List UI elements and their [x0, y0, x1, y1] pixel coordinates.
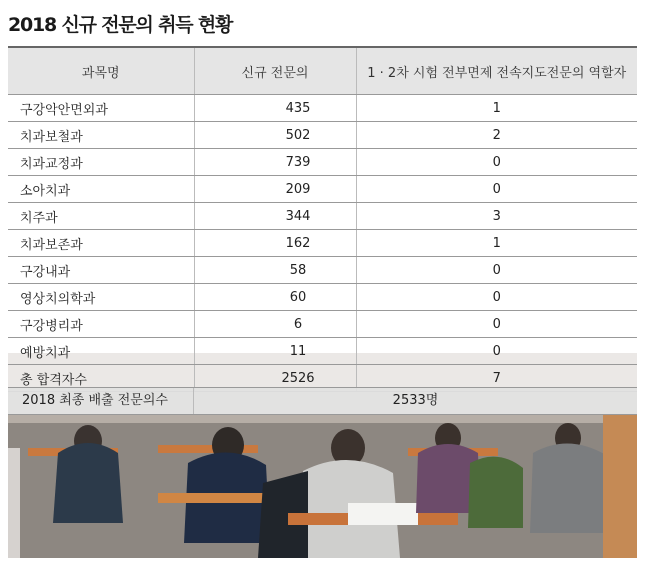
subject-cell: 치주과 — [8, 203, 194, 230]
table-row — [8, 257, 637, 284]
subject-cell: 치과보존과 — [8, 230, 194, 257]
new-specialist-count: 502 — [194, 122, 356, 149]
new-specialist-count: 344 — [194, 203, 356, 230]
table-row — [8, 230, 637, 257]
table-row — [8, 311, 637, 338]
new-specialist-count: 162 — [194, 230, 356, 257]
supervisor-role-count: 1 — [356, 230, 637, 257]
supervisor-role-count: 2 — [356, 122, 637, 149]
table-row — [8, 122, 637, 149]
supervisor-role-count: 0 — [356, 284, 637, 311]
new-specialist-count: 2526 — [194, 365, 356, 392]
supervisor-role-count: 0 — [356, 257, 637, 284]
new-specialist-count: 60 — [194, 284, 356, 311]
table-row — [8, 149, 637, 176]
subject-cell: 구강악안면외과 — [8, 95, 194, 122]
table-row — [8, 203, 637, 230]
header-new-specialists: 신규 전문의 — [194, 47, 356, 95]
subject-cell: 영상치의학과 — [8, 284, 194, 311]
subject-cell: 소아치과 — [8, 176, 194, 203]
subject-cell: 치과교정과 — [8, 149, 194, 176]
table-row — [8, 176, 637, 203]
table-row — [8, 338, 637, 365]
subject-cell: 총 합격자수 — [8, 365, 194, 392]
specialist-table — [8, 46, 637, 392]
specialist-table-wrap — [8, 46, 637, 392]
supervisor-role-count: 0 — [356, 176, 637, 203]
table-row — [8, 95, 637, 122]
header-supervisor-role: 1 · 2차 시험 전부면제 전속지도전문의 역할자 — [356, 47, 637, 95]
subject-cell: 구강내과 — [8, 257, 194, 284]
subject-cell: 치과보철과 — [8, 122, 194, 149]
new-specialist-count: 58 — [194, 257, 356, 284]
new-specialist-count: 11 — [194, 338, 356, 365]
supervisor-role-count: 1 — [356, 95, 637, 122]
subject-cell: 예방치과 — [8, 338, 194, 365]
subject-cell: 구강병리과 — [8, 311, 194, 338]
table-row — [8, 284, 637, 311]
summary-label: 2018 최종 배출 전문의수 — [8, 388, 194, 414]
supervisor-role-count: 0 — [356, 149, 637, 176]
new-specialist-count: 6 — [194, 311, 356, 338]
supervisor-role-count: 0 — [356, 311, 637, 338]
supervisor-role-count: 0 — [356, 338, 637, 365]
page-title: 2018 신규 전문의 취득 현황 — [8, 14, 233, 36]
new-specialist-count: 739 — [194, 149, 356, 176]
supervisor-role-count: 3 — [356, 203, 637, 230]
summary-value: 2533명 — [392, 393, 439, 408]
supervisor-role-count: 7 — [356, 365, 637, 392]
new-specialist-count: 209 — [194, 176, 356, 203]
summary-row — [8, 387, 637, 415]
header-subject: 과목명 — [8, 47, 194, 95]
new-specialist-count: 435 — [194, 95, 356, 122]
table-header-row — [8, 47, 637, 95]
